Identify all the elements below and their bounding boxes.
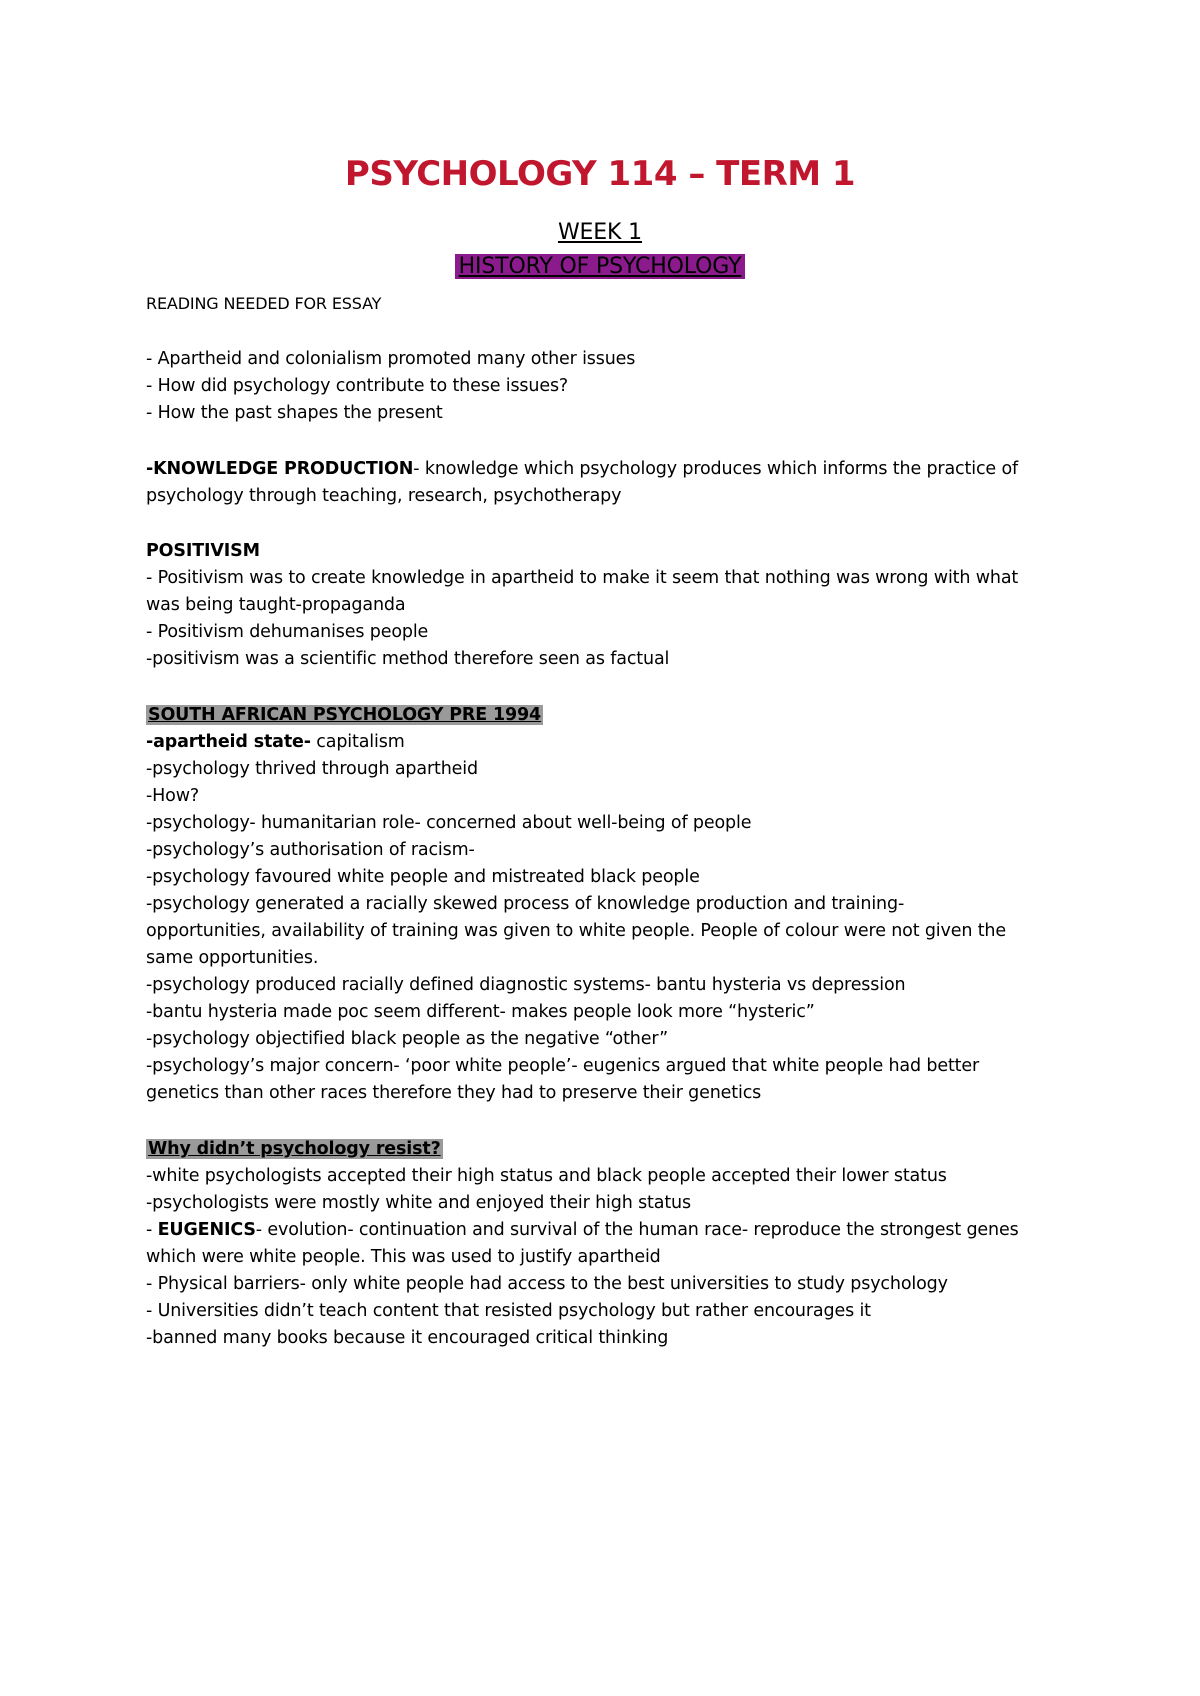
sa-psychology-line: -How? [146,786,200,806]
knowledge-production-term: -KNOWLEDGE PRODUCTION [146,459,414,479]
apartheid-state-term: -apartheid state- [146,732,311,752]
sa-psychology-line: -psychology produced racially defined diagnostic systems- bantu hysteria vs depression [146,975,906,995]
sa-psychology-line: -psychology- humanitarian role- concerned about well-being of people [146,813,752,833]
sa-psychology-line: -psychology thrived through apartheid [146,759,478,779]
resist-line: -banned many books because it encouraged critical thinking [146,1328,669,1348]
eugenics-prefix: - [146,1220,158,1240]
sa-psychology-line: same opportunities. [146,948,319,968]
knowledge-production-line [146,456,1076,483]
apartheid-state-text: capitalism [310,732,405,752]
positivism-line: -positivism was a scientific method therefore seen as factual [146,649,670,669]
eugenics-text: - evolution- continuation and survival of the human race- reproduce the strongest genes [255,1220,1019,1240]
sa-psychology-line: -psychology generated a racially skewed process of knowledge production and training- [146,894,905,914]
intro-line: - Apartheid and colonialism promoted many other issues [146,349,636,369]
resist-line: which were white people. This was used to justify apartheid [146,1247,661,1267]
resist-line: -psychologists were mostly white and enjoyed their high status [146,1193,691,1213]
sa-psychology-line: opportunities, availability of training was given to white people. People of colour were not given the [146,921,1006,941]
sa-psychology-line: genetics than other races therefore they had to preserve their genetics [146,1083,762,1103]
topic-heading [0,252,1200,282]
knowledge-production-text: - knowledge which psychology produces which informs the practice of [413,459,1019,479]
topic-label: HISTORY OF PSYCHOLOGY [455,254,746,279]
positivism-line: - Positivism dehumanises people [146,622,429,642]
resist-heading [146,1136,1076,1163]
resist-line: - Physical barriers- only white people had access to the best universities to study psychology [146,1274,948,1294]
week-label: WEEK 1 [557,220,643,245]
sa-psychology-line: -bantu hysteria made poc seem different- makes people look more “hysteric” [146,1002,815,1022]
eugenics-line [146,1217,1076,1244]
intro-line: - How the past shapes the present [146,403,443,423]
positivism-line: - Positivism was to create knowledge in apartheid to make it seem that nothing was wrong with what [146,568,1019,588]
resist-heading-label: Why didn’t psychology resist? [148,1139,441,1159]
sa-psychology-heading-label: SOUTH AFRICAN PSYCHOLOGY PRE 1994 [148,705,542,725]
eugenics-term: EUGENICS [157,1220,256,1240]
intro-line: - How did psychology contribute to these issues? [146,376,569,396]
sa-psychology-heading [146,702,1076,729]
sa-psychology-line: -psychology’s authorisation of racism- [146,840,475,860]
week-heading [0,218,1200,248]
knowledge-production-cont: psychology through teaching, research, psychotherapy [146,486,622,506]
apartheid-state-line [146,729,1076,756]
reading-note: READING NEEDED FOR ESSAY [146,294,382,313]
positivism-heading: POSITIVISM [146,541,260,561]
sa-psychology-line: -psychology objectified black people as the negative “other” [146,1029,669,1049]
sa-psychology-line: -psychology favoured white people and mistreated black people [146,867,700,887]
resist-line: - Universities didn’t teach content that resisted psychology but rather encourages it [146,1301,871,1321]
page-title: PSYCHOLOGY 114 – TERM 1 [344,154,856,194]
resist-line: -white psychologists accepted their high status and black people accepted their lower status [146,1166,947,1186]
sa-psychology-line: -psychology’s major concern- ‘poor white people’- eugenics argued that white people had better [146,1056,980,1076]
positivism-line: was being taught-propaganda [146,595,406,615]
